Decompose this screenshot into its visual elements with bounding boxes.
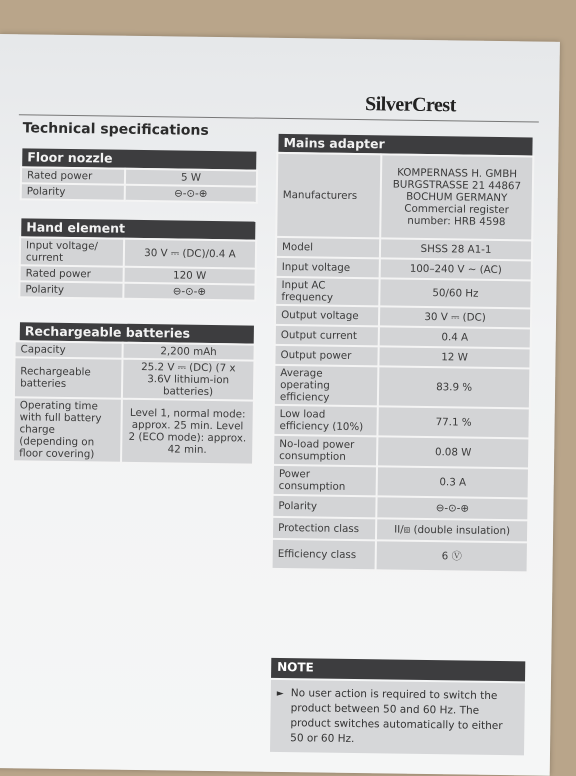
row-value: 5 W — [125, 169, 257, 187]
row-value: KOMPERNASS H. GMBH BURGSTRASSE 21 44867 BOCHUM GERMANY Commercial register number: HRB 4598 — [380, 154, 533, 240]
row-value: 30 V ⎓ (DC) — [379, 306, 531, 328]
row-value: 50/60 Hz — [379, 278, 531, 308]
row-value: 30 V ⎓ (DC)/0.4 A — [124, 239, 256, 269]
row-value: 25.2 V ⎓ (DC) (7 x 3.6V lithium-ion batteries) — [122, 359, 255, 401]
manual-page — [0, 34, 560, 776]
hand-element-table — [18, 236, 257, 301]
row-value: 0.4 A — [379, 326, 531, 348]
row-label: Rechargeable batteries — [14, 357, 123, 399]
row-label: Efficiency class — [272, 539, 376, 570]
row-value: 2,200 mAh — [122, 343, 254, 361]
row-value: 83.9 % — [378, 366, 531, 408]
floor-nozzle-heading: Floor nozzle — [22, 148, 256, 169]
row-label: Polarity — [19, 281, 123, 298]
row-label: Capacity — [14, 341, 122, 359]
row-label: Input voltage/ current — [20, 237, 124, 266]
bullet-arrow-icon: ► — [276, 688, 284, 700]
table-row — [273, 405, 529, 439]
table-row — [274, 365, 531, 409]
mains-adapter-heading: Mains adapter — [278, 134, 532, 156]
row-value: Level 1, normal mode: approx. 25 min. Level 2 (ECO mode): approx. 42 min. — [121, 399, 254, 465]
page-title: Technical specifications — [22, 120, 209, 139]
polarity-icon: ⊖-⊙-⊕ — [376, 496, 528, 520]
row-label: Protection class — [272, 517, 376, 540]
row-label: Output power — [274, 345, 378, 366]
table-row — [275, 277, 531, 309]
table-row — [273, 465, 529, 499]
hand-element-heading: Hand element — [21, 218, 255, 239]
polarity-icon: ⊖-⊙-⊕ — [125, 185, 257, 203]
row-label: Polarity — [272, 495, 376, 518]
row-value: SHSS 28 A1-1 — [380, 238, 532, 260]
row-value: 100–240 V ~ (AC) — [380, 258, 532, 280]
row-label: Average operating efficiency — [274, 365, 379, 406]
table-row — [273, 435, 529, 469]
table-row — [14, 357, 255, 400]
row-label: Operating time with full battery charge (depending on floor covering) — [13, 397, 122, 463]
table-row — [21, 183, 257, 202]
row-value: 0.3 A — [377, 466, 529, 498]
batteries-table — [12, 340, 256, 465]
row-label: Model — [276, 237, 380, 258]
row-label: Output voltage — [275, 305, 379, 326]
table-row — [20, 237, 256, 268]
note-text: No user action is required to switch the product between 50 and 60 Hz. The product switches automatically to either 50 or 60 Hz. — [290, 687, 503, 746]
row-label: Rated power — [20, 265, 124, 282]
row-value: 0.08 W — [377, 436, 529, 468]
polarity-icon: ⊖-⊙-⊕ — [123, 283, 255, 301]
table-row — [19, 281, 255, 300]
row-label: No-load power consumption — [273, 435, 377, 466]
row-value: II/⧈ (double insulation) — [376, 518, 528, 542]
efficiency-class-icon: 6 Ⓥ — [376, 540, 528, 572]
table-row — [13, 397, 254, 464]
row-label: Output current — [275, 325, 379, 346]
row-label: Power consumption — [273, 465, 377, 496]
table-row — [276, 153, 533, 241]
batteries-heading: Rechargeable batteries — [20, 322, 254, 343]
row-label: Input AC frequency — [275, 277, 379, 306]
floor-nozzle-table — [20, 166, 258, 203]
mains-adapter-table — [271, 152, 535, 574]
row-value: 12 W — [378, 346, 530, 368]
row-value: 120 W — [124, 267, 256, 285]
row-label: Low load efficiency (10%) — [273, 405, 377, 436]
row-label: Polarity — [21, 183, 125, 200]
row-label: Manufacturers — [276, 153, 381, 238]
row-label: Rated power — [21, 167, 125, 184]
note-box — [270, 680, 525, 756]
row-label: Input voltage — [276, 257, 380, 278]
row-value: 77.1 % — [377, 406, 529, 438]
note-heading: NOTE — [271, 658, 525, 682]
brand-logo: SilverCrest — [364, 93, 456, 117]
table-row — [272, 539, 528, 573]
